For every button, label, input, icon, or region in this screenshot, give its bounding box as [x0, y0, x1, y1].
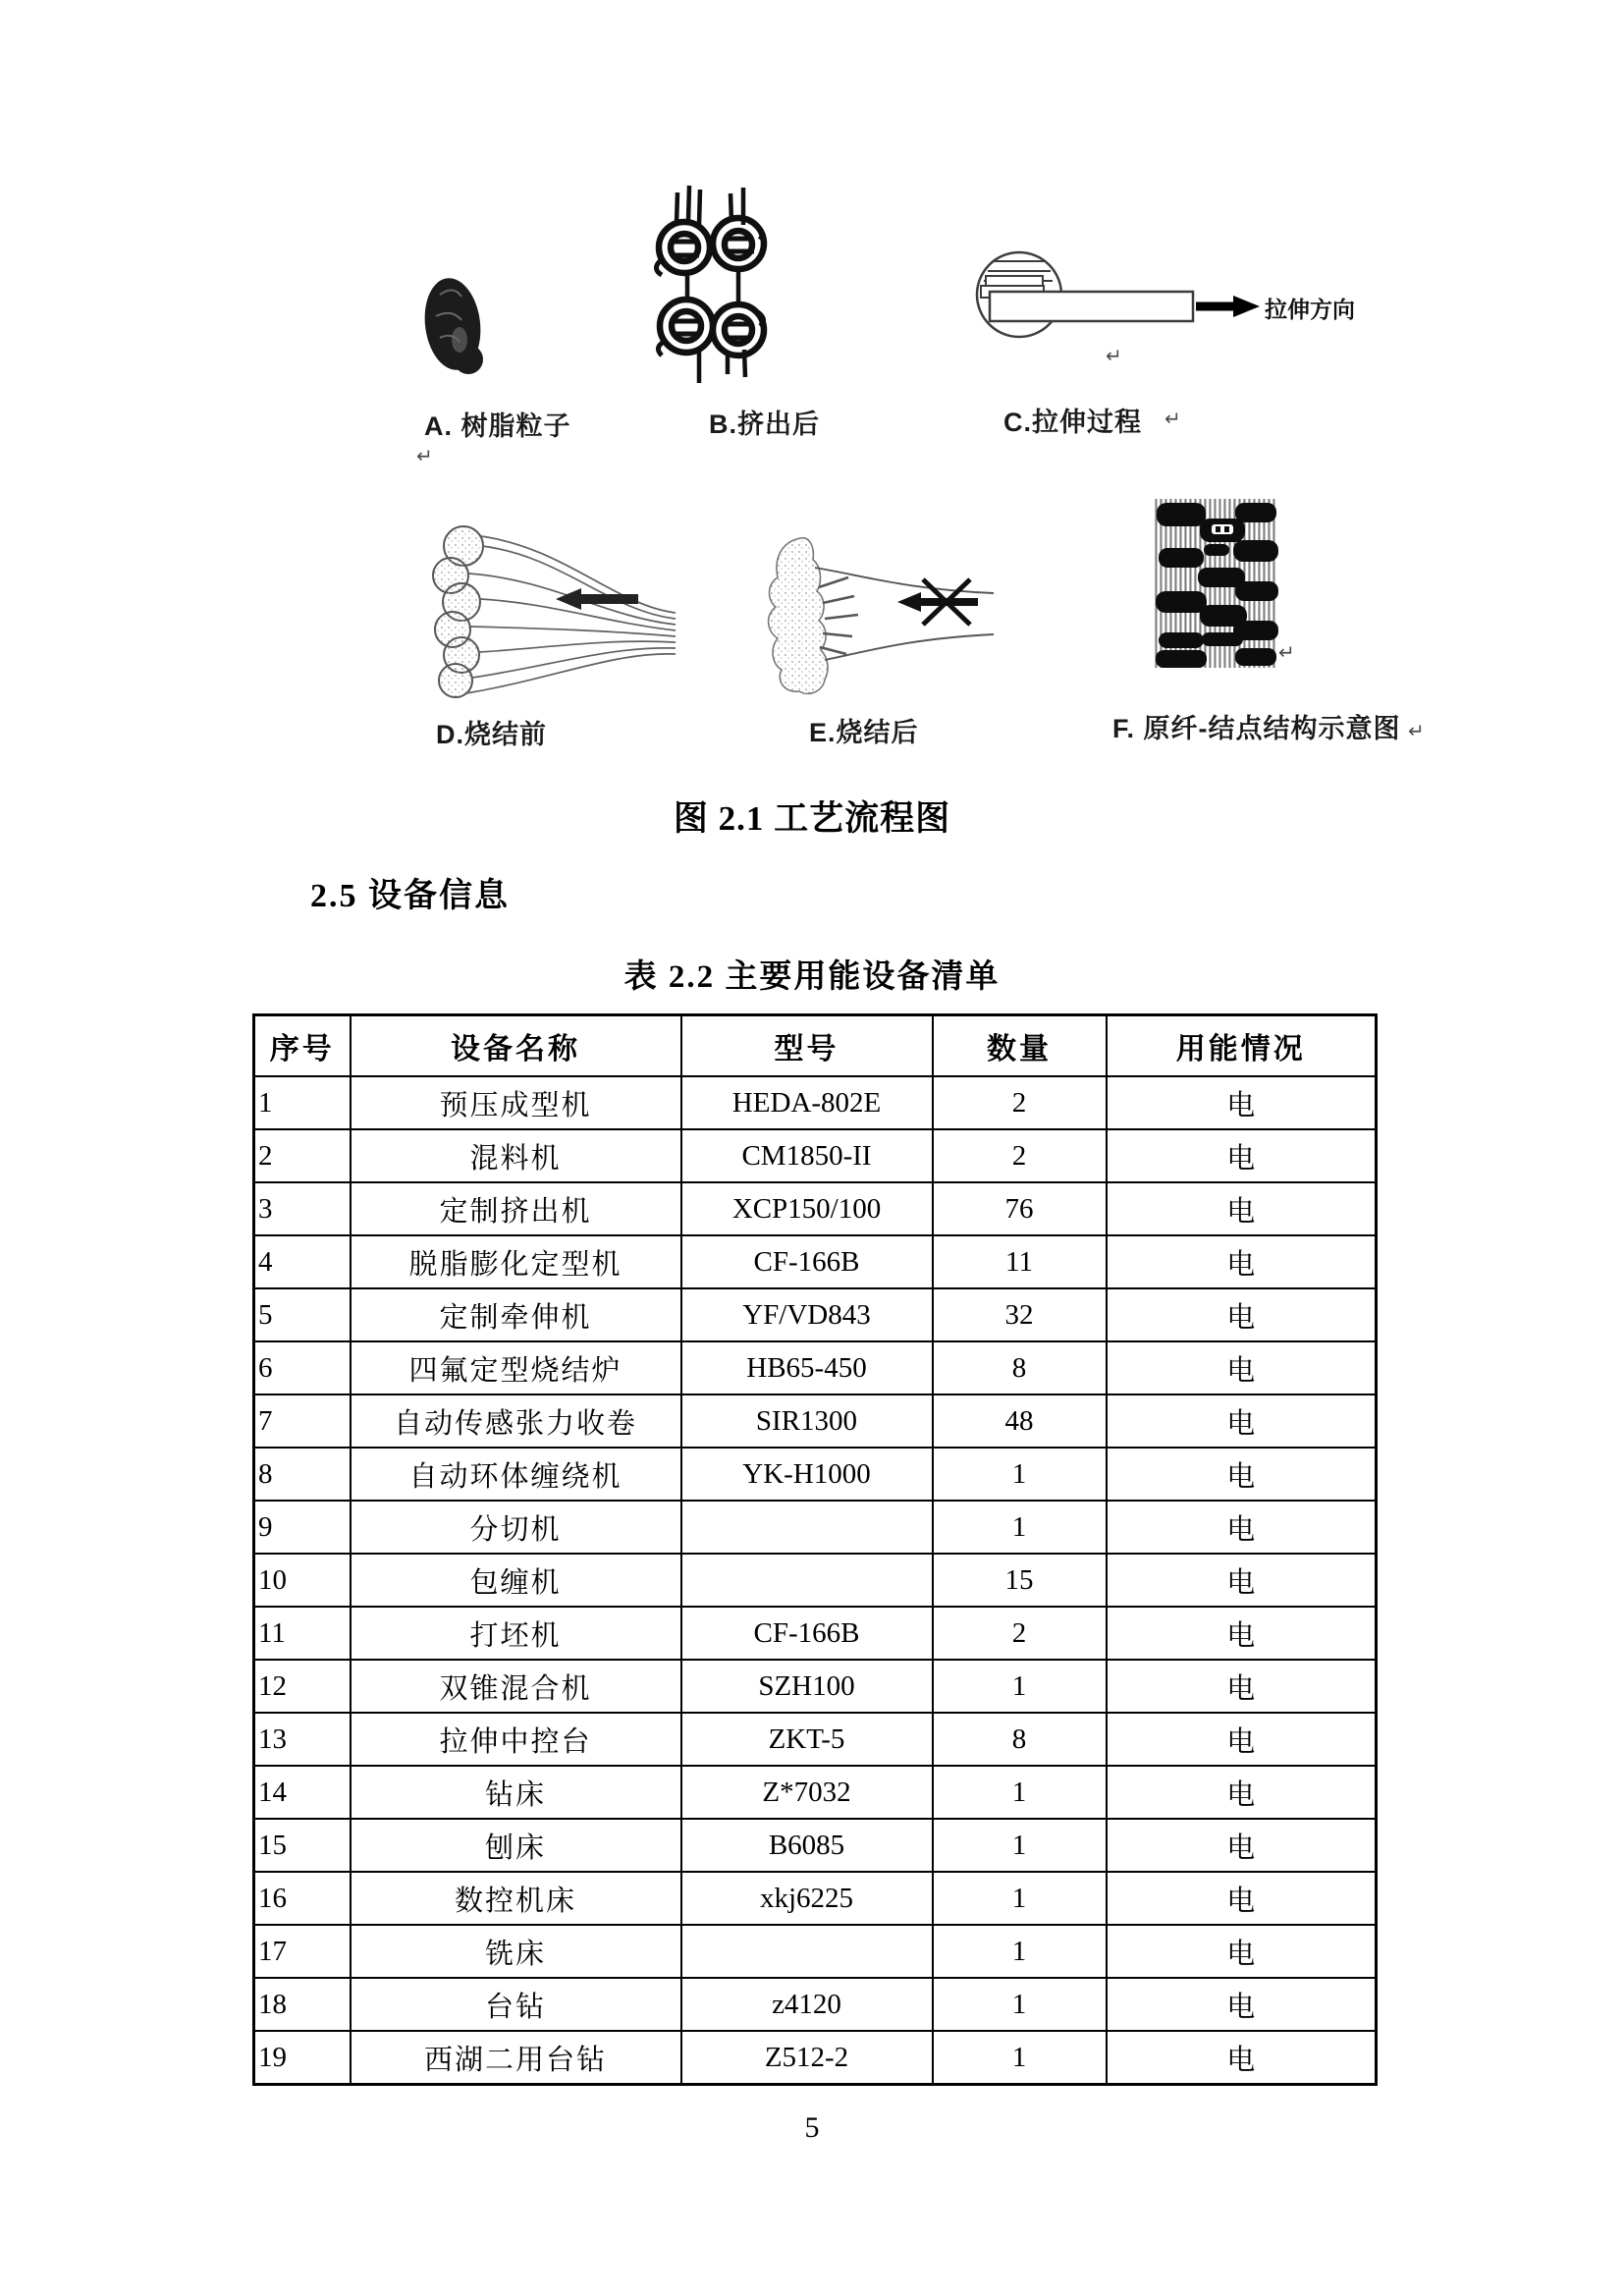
- cell-model: HB65-450: [681, 1341, 933, 1394]
- cell-device-name: 打坯机: [351, 1607, 681, 1660]
- column-header: 型号: [681, 1015, 933, 1077]
- cell-energy-type: 电: [1107, 1448, 1377, 1501]
- cell-model: [681, 1501, 933, 1554]
- cell-energy-type: 电: [1107, 1819, 1377, 1872]
- cell-energy-type: 电: [1107, 2031, 1377, 2085]
- cell-model: CF-166B: [681, 1235, 933, 1288]
- cell-model: YF/VD843: [681, 1288, 933, 1341]
- cell-energy-type: 电: [1107, 1660, 1377, 1713]
- cell-model: B6085: [681, 1819, 933, 1872]
- cell-device-name: 西湖二用台钻: [351, 2031, 681, 2085]
- cell-index: 10: [254, 1554, 351, 1607]
- cell-quantity: 1: [933, 1448, 1107, 1501]
- cell-energy-type: 电: [1107, 1341, 1377, 1394]
- cell-quantity: 48: [933, 1394, 1107, 1448]
- cell-model: SIR1300: [681, 1394, 933, 1448]
- cell-quantity: 2: [933, 1607, 1107, 1660]
- before-sintering-drawing: [433, 526, 676, 697]
- cell-energy-type: 电: [1107, 1978, 1377, 2031]
- cell-device-name: 四氟定型烧结炉: [351, 1341, 681, 1394]
- table-row: [254, 2031, 1377, 2085]
- cell-quantity: 1: [933, 2031, 1107, 2085]
- cell-quantity: 2: [933, 1076, 1107, 1129]
- cell-index: 9: [254, 1501, 351, 1554]
- column-header: 序号: [254, 1015, 351, 1077]
- table-row: [254, 1819, 1377, 1872]
- page-number: 5: [804, 2111, 820, 2144]
- cell-quantity: 8: [933, 1713, 1107, 1766]
- cell-energy-type: 电: [1107, 1129, 1377, 1182]
- table-row: [254, 1235, 1377, 1288]
- cell-device-name: 台钻: [351, 1978, 681, 2031]
- cell-energy-type: 电: [1107, 1872, 1377, 1925]
- cell-quantity: 1: [933, 1766, 1107, 1819]
- after-extrusion-drawing: [656, 186, 764, 383]
- cell-index: 16: [254, 1872, 351, 1925]
- cell-energy-type: 电: [1107, 1554, 1377, 1607]
- cell-energy-type: 电: [1107, 1076, 1377, 1129]
- cell-device-name: 分切机: [351, 1501, 681, 1554]
- table-row: [254, 1076, 1377, 1129]
- table-row: [254, 1129, 1377, 1182]
- after-sintering-drawing: [769, 538, 994, 694]
- cell-energy-type: 电: [1107, 1182, 1377, 1235]
- cell-device-name: 刨床: [351, 1819, 681, 1872]
- cell-quantity: 1: [933, 1925, 1107, 1978]
- cell-energy-type: 电: [1107, 1394, 1377, 1448]
- paragraph-mark: ↵: [416, 444, 433, 467]
- cell-quantity: 1: [933, 1819, 1107, 1872]
- cell-index: 18: [254, 1978, 351, 2031]
- cell-quantity: 32: [933, 1288, 1107, 1341]
- cell-index: 3: [254, 1182, 351, 1235]
- table-row: [254, 1766, 1377, 1819]
- table-row: [254, 1872, 1377, 1925]
- table-row: [254, 1554, 1377, 1607]
- cell-model: ZKT-5: [681, 1713, 933, 1766]
- cell-index: 17: [254, 1925, 351, 1978]
- cell-model: SZH100: [681, 1660, 933, 1713]
- process-flow-figure: [0, 0, 1624, 786]
- cell-quantity: 8: [933, 1341, 1107, 1394]
- column-header: 用能情况: [1107, 1015, 1377, 1077]
- cell-index: 19: [254, 2031, 351, 2085]
- cell-device-name: 脱脂膨化定型机: [351, 1235, 681, 1288]
- cell-model: XCP150/100: [681, 1182, 933, 1235]
- paragraph-mark: ↵: [1278, 640, 1295, 664]
- cell-energy-type: 电: [1107, 1235, 1377, 1288]
- cell-quantity: 76: [933, 1182, 1107, 1235]
- table-row: [254, 1394, 1377, 1448]
- figure-label-b: B.挤出后: [709, 410, 820, 439]
- cell-index: 12: [254, 1660, 351, 1713]
- table-title: 表 2.2 主要用能设备清单: [623, 959, 1001, 995]
- cell-device-name: 自动环体缠绕机: [351, 1448, 681, 1501]
- cell-device-name: 包缠机: [351, 1554, 681, 1607]
- cell-index: 4: [254, 1235, 351, 1288]
- figure-label-d: D.烧结前: [436, 720, 547, 749]
- table-header-row: [254, 1015, 1377, 1077]
- stretching-process-drawing: [977, 252, 1260, 337]
- cell-model: YK-H1000: [681, 1448, 933, 1501]
- cell-index: 11: [254, 1607, 351, 1660]
- cell-device-name: 定制牵伸机: [351, 1288, 681, 1341]
- cell-model: HEDA-802E: [681, 1076, 933, 1129]
- cell-energy-type: 电: [1107, 1766, 1377, 1819]
- cell-index: 5: [254, 1288, 351, 1341]
- cell-quantity: 1: [933, 1872, 1107, 1925]
- resin-particle-drawing: [419, 275, 485, 374]
- cell-index: 13: [254, 1713, 351, 1766]
- cell-device-name: 钻床: [351, 1766, 681, 1819]
- column-header: 数量: [933, 1015, 1107, 1077]
- cell-model: CF-166B: [681, 1607, 933, 1660]
- stretch-direction-annotation: 拉伸方向: [1265, 297, 1355, 322]
- cell-energy-type: 电: [1107, 1925, 1377, 1978]
- cell-model: Z*7032: [681, 1766, 933, 1819]
- figure-label-a: A. 树脂粒子: [424, 411, 571, 441]
- paragraph-mark: ↵: [1408, 719, 1425, 742]
- table-row: [254, 1925, 1377, 1978]
- process-flow-drawing: [373, 177, 1443, 776]
- cell-quantity: 1: [933, 1501, 1107, 1554]
- cell-model: [681, 1554, 933, 1607]
- cell-model: Z512-2: [681, 2031, 933, 2085]
- table-row: [254, 1182, 1377, 1235]
- cell-quantity: 1: [933, 1660, 1107, 1713]
- cell-index: 14: [254, 1766, 351, 1819]
- table-row: [254, 1978, 1377, 2031]
- cell-quantity: 15: [933, 1554, 1107, 1607]
- cell-model: xkj6225: [681, 1872, 933, 1925]
- cell-device-name: 拉伸中控台: [351, 1713, 681, 1766]
- cell-index: 7: [254, 1394, 351, 1448]
- cell-device-name: 双锥混合机: [351, 1660, 681, 1713]
- cell-device-name: 预压成型机: [351, 1076, 681, 1129]
- equipment-table: [252, 1013, 1378, 2086]
- column-header: 设备名称: [351, 1015, 681, 1077]
- table-row: [254, 1501, 1377, 1554]
- paragraph-mark: ↵: [1164, 407, 1181, 430]
- figure-label-e: E.烧结后: [809, 718, 919, 747]
- table-row: [254, 1448, 1377, 1501]
- cell-index: 1: [254, 1076, 351, 1129]
- figure-caption: 图 2.1 工艺流程图: [673, 799, 951, 838]
- cell-energy-type: 电: [1107, 1713, 1377, 1766]
- cell-energy-type: 电: [1107, 1288, 1377, 1341]
- cell-device-name: 铣床: [351, 1925, 681, 1978]
- section-heading: 2.5 设备信息: [310, 878, 510, 914]
- cell-quantity: 2: [933, 1129, 1107, 1182]
- cell-model: z4120: [681, 1978, 933, 2031]
- cell-index: 2: [254, 1129, 351, 1182]
- cell-device-name: 数控机床: [351, 1872, 681, 1925]
- cell-model: CM1850-II: [681, 1129, 933, 1182]
- cell-index: 8: [254, 1448, 351, 1501]
- table-row: [254, 1607, 1377, 1660]
- figure-label-f: F. 原纤-结点结构示意图: [1112, 714, 1401, 743]
- cell-model: [681, 1925, 933, 1978]
- table-row: [254, 1660, 1377, 1713]
- cell-energy-type: 电: [1107, 1501, 1377, 1554]
- cell-index: 15: [254, 1819, 351, 1872]
- cell-device-name: 定制挤出机: [351, 1182, 681, 1235]
- cell-index: 6: [254, 1341, 351, 1394]
- table-row: [254, 1288, 1377, 1341]
- cell-quantity: 11: [933, 1235, 1107, 1288]
- cell-device-name: 自动传感张力收卷: [351, 1394, 681, 1448]
- fibril-node-structure-drawing: [1155, 499, 1278, 668]
- table-row: [254, 1713, 1377, 1766]
- cell-energy-type: 电: [1107, 1607, 1377, 1660]
- cell-device-name: 混料机: [351, 1129, 681, 1182]
- paragraph-mark: ↵: [1106, 344, 1122, 367]
- cell-quantity: 1: [933, 1978, 1107, 2031]
- figure-label-c: C.拉伸过程: [1003, 408, 1142, 437]
- table-row: [254, 1341, 1377, 1394]
